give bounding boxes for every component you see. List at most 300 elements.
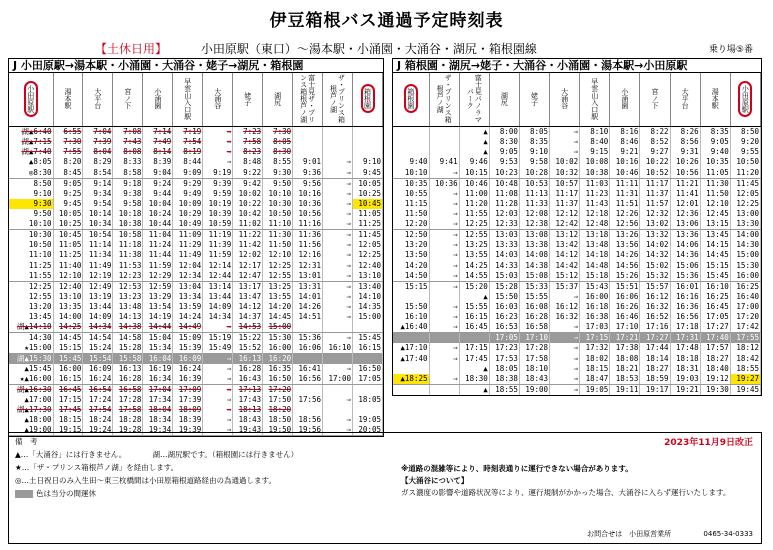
time-cell: 9:58 xyxy=(113,199,143,209)
time-cell: 13:18 xyxy=(580,230,610,241)
time-cell: ⇒ xyxy=(550,374,580,385)
time-cell: ⇒ xyxy=(550,292,580,302)
notes-section xyxy=(8,432,762,544)
time-cell: 15:03 xyxy=(489,271,519,282)
time-cell: 16:26 xyxy=(610,302,640,312)
time-cell: 9:39 xyxy=(203,178,233,189)
time-cell: 11:10 xyxy=(263,219,293,230)
time-cell xyxy=(353,384,383,395)
time-cell: 16:03 xyxy=(489,302,519,312)
time-cell: 13:54 xyxy=(143,302,173,312)
time-cell: ⇒ xyxy=(550,364,580,374)
table-row xyxy=(393,261,761,271)
time-cell: 11:00 xyxy=(459,189,489,199)
time-cell: 湖▲6:40 xyxy=(9,127,53,138)
time-cell: 16:53 xyxy=(489,322,519,333)
time-cell: 19:30 xyxy=(700,384,730,395)
time-cell: 16:00 xyxy=(263,343,293,353)
time-cell: 11:29 xyxy=(173,240,203,250)
table-row xyxy=(9,178,383,189)
time-cell: 13:31 xyxy=(293,281,323,292)
time-cell: 14:30 xyxy=(730,240,760,250)
time-cell: 10:32 xyxy=(550,168,580,179)
time-cell: 11:05 xyxy=(53,240,83,250)
time-cell: 15:37 xyxy=(550,281,580,292)
time-cell: 17:54 xyxy=(83,405,113,415)
time-cell: 11:43 xyxy=(580,199,610,209)
time-cell: 10:34 xyxy=(83,219,113,230)
time-cell: 19:28 xyxy=(113,425,143,436)
time-cell: 11:45 xyxy=(730,178,760,189)
time-cell: 8:00 xyxy=(489,127,519,138)
time-cell: 11:37 xyxy=(550,199,580,209)
time-cell: 16:13 xyxy=(113,364,143,374)
time-cell: 13:48 xyxy=(580,240,610,250)
time-cell: 19:56 xyxy=(293,425,323,436)
time-cell: 8:33 xyxy=(113,157,143,167)
time-cell: 11:42 xyxy=(233,240,263,250)
time-cell: 13:10 xyxy=(53,292,83,302)
time-cell: 16:04 xyxy=(143,353,173,363)
time-cell: 15:28 xyxy=(489,281,519,292)
time-cell: 8:46 xyxy=(610,137,640,147)
time-cell: 15:15 xyxy=(700,261,730,271)
time-cell: 12:25 xyxy=(9,281,53,292)
time-cell: 8:29 xyxy=(83,157,113,167)
time-cell: 16:00 xyxy=(730,271,760,282)
notes-heading: 備 考 xyxy=(15,437,38,446)
time-cell: 13:20 xyxy=(393,240,429,250)
time-cell: 15:09 xyxy=(173,333,203,344)
time-cell: 14:06 xyxy=(670,240,700,250)
time-cell: 13:15 xyxy=(700,219,730,230)
time-cell: 8:48 xyxy=(233,157,263,167)
time-cell: ★▲16:00 xyxy=(9,374,53,385)
time-cell: 19:05 xyxy=(580,384,610,395)
table-row xyxy=(9,157,383,167)
time-cell: 12:48 xyxy=(580,219,610,230)
time-cell: 8:05 xyxy=(519,127,549,138)
time-cell: 13:23 xyxy=(113,292,143,302)
time-cell: 10:16 xyxy=(610,157,640,167)
time-cell: 19:12 xyxy=(700,374,730,385)
time-cell: 18:50 xyxy=(263,415,293,425)
time-cell: 18:14 xyxy=(640,353,670,363)
time-cell: 11:22 xyxy=(233,230,263,241)
time-cell: 17:15 xyxy=(580,333,610,344)
inbound-table xyxy=(393,73,761,395)
time-cell: 8:05 xyxy=(263,137,293,147)
time-cell: 11:28 xyxy=(489,199,519,209)
time-cell: 15:45 xyxy=(700,271,730,282)
time-cell: 8:30 xyxy=(263,147,293,157)
time-cell xyxy=(293,384,323,395)
time-cell: 12:12 xyxy=(550,209,580,219)
table-row xyxy=(9,230,383,241)
table-row xyxy=(9,209,383,219)
table-row xyxy=(393,168,761,179)
time-cell: 15:12 xyxy=(550,271,580,282)
time-cell: 11:45 xyxy=(353,230,383,241)
time-cell: ⇒ xyxy=(323,189,353,199)
time-cell: 14:50 xyxy=(393,271,429,282)
note-congestion: ※道路の混雑等により、時刻表通りに運行できない場合があります。 xyxy=(401,464,633,473)
time-cell xyxy=(353,147,383,157)
time-cell: ▲ xyxy=(459,292,489,302)
time-cell: 10:26 xyxy=(670,157,700,167)
time-cell: 13:00 xyxy=(730,209,760,219)
time-cell: 18:43 xyxy=(233,415,263,425)
time-cell: 12:05 xyxy=(353,240,383,250)
time-cell: 15:19 xyxy=(203,333,233,344)
time-cell: 18:15 xyxy=(53,415,83,425)
time-cell: 10:57 xyxy=(550,178,580,189)
time-cell xyxy=(459,333,489,344)
time-cell: 15:33 xyxy=(519,281,549,292)
time-cell: 14:25 xyxy=(459,261,489,271)
time-cell: ⇒ xyxy=(550,384,580,395)
table-row xyxy=(393,292,761,302)
time-cell: 10:39 xyxy=(203,209,233,219)
stop-header: 湯本駅 xyxy=(53,73,83,127)
note-owakudani-heading: 【大涌谷について】 xyxy=(401,476,469,485)
time-cell: 10:16 xyxy=(293,189,323,199)
table-row xyxy=(393,374,761,385)
time-cell: 16:23 xyxy=(489,312,519,322)
time-cell: 10:36 xyxy=(293,199,323,209)
stop-header: 早雲山入口駅 xyxy=(580,73,610,127)
time-cell: 12:38 xyxy=(519,219,549,230)
table-row xyxy=(393,271,761,282)
table-row xyxy=(393,353,761,363)
time-cell: 9:10 xyxy=(519,147,549,157)
time-cell: ▲ xyxy=(459,147,489,157)
time-cell: 8:35 xyxy=(700,127,730,138)
time-cell: ⇒ xyxy=(429,343,459,353)
time-cell: 12:53 xyxy=(113,281,143,292)
stop-header: 湖尻 xyxy=(489,73,519,127)
time-cell: 10:02 xyxy=(233,189,263,199)
time-cell: 15:52 xyxy=(233,343,263,353)
time-cell: 9:49 xyxy=(173,189,203,199)
time-cell: 16:12 xyxy=(550,302,580,312)
time-cell: 12:49 xyxy=(83,281,113,292)
table-row xyxy=(393,240,761,250)
time-cell: 18:55 xyxy=(730,364,760,374)
time-cell: 16:09 xyxy=(83,364,113,374)
time-cell: 14:12 xyxy=(550,250,580,260)
note-line: ★…「ザ・プリンス箱根芦ノ湖」を経由します。 xyxy=(15,463,179,472)
time-cell: 16:56 xyxy=(670,312,700,322)
time-cell: 13:10 xyxy=(353,271,383,282)
time-cell: 8:45 xyxy=(53,168,83,179)
time-cell: ▲15:45 xyxy=(9,364,53,374)
table-row xyxy=(393,219,761,230)
time-cell: 15:50 xyxy=(489,292,519,302)
time-cell: 16:32 xyxy=(640,302,670,312)
time-cell: 11:50 xyxy=(263,240,293,250)
time-cell: 7:54 xyxy=(173,137,203,147)
time-cell: 12:01 xyxy=(670,199,700,209)
time-cell: 19:27 xyxy=(730,374,760,385)
time-cell: ⇒ xyxy=(429,261,459,271)
time-cell: 14:26 xyxy=(610,250,640,260)
time-cell: 17:10 xyxy=(610,322,640,333)
note-line: ◎…土日祝日のみ入生田～東三枚橋間は小田原箱根道路経由の為通過します。 xyxy=(15,476,276,485)
time-cell: 14:58 xyxy=(113,333,143,344)
note-suspended xyxy=(15,487,298,500)
time-cell: 10:30 xyxy=(263,199,293,209)
time-cell: ⇒ xyxy=(203,395,233,405)
table-row xyxy=(9,415,383,425)
time-cell: 10:09 xyxy=(173,199,203,209)
time-cell: ▲ xyxy=(459,137,489,147)
time-cell: 17:53 xyxy=(489,353,519,363)
time-cell xyxy=(429,137,459,147)
time-cell: 10:59 xyxy=(203,219,233,230)
time-cell: 8:08 xyxy=(113,147,143,157)
stop-header: ザ・プリンス箱根芦ノ湖 xyxy=(323,73,353,127)
time-cell: 12:56 xyxy=(610,219,640,230)
time-cell: 9:38 xyxy=(113,189,143,199)
time-cell: 14:36 xyxy=(670,250,700,260)
time-cell: 10:52 xyxy=(640,168,670,179)
time-cell: 11:50 xyxy=(393,209,429,219)
table-row xyxy=(9,405,383,415)
table-row xyxy=(9,384,383,395)
time-cell: 15:55 xyxy=(519,292,549,302)
table-row xyxy=(393,364,761,374)
time-cell: 9:24 xyxy=(143,178,173,189)
day-type-label: 【土休日用】 xyxy=(95,42,168,56)
time-cell: 18:28 xyxy=(113,415,143,425)
time-cell: 14:20 xyxy=(393,261,429,271)
time-cell: 8:44 xyxy=(173,157,203,167)
time-cell: 18:27 xyxy=(700,353,730,363)
time-cell: ⇒ xyxy=(323,219,353,230)
time-cell: 6:55 xyxy=(53,127,83,138)
time-cell: 10:58 xyxy=(113,230,143,241)
table-row xyxy=(9,281,383,292)
time-cell: 9:40 xyxy=(700,147,730,157)
time-cell: 湖▲15:30 xyxy=(9,353,53,363)
time-cell xyxy=(323,127,353,138)
time-cell: 10:56 xyxy=(670,168,700,179)
notes-right xyxy=(401,463,730,499)
time-cell: 16:00 xyxy=(580,292,610,302)
time-cell: 17:28 xyxy=(113,395,143,405)
time-cell xyxy=(429,147,459,157)
time-cell: 12:32 xyxy=(640,209,670,219)
stop-header: 富士見パノラマパーク xyxy=(459,73,489,127)
time-cell: 18:42 xyxy=(730,353,760,363)
time-cell: 17:45 xyxy=(459,353,489,363)
time-cell: 9:56 xyxy=(293,178,323,189)
gray-swatch xyxy=(15,490,33,498)
time-cell: 11:49 xyxy=(173,250,203,260)
time-cell: ⇒ xyxy=(203,353,233,363)
time-cell: 10:05 xyxy=(53,209,83,219)
time-cell: ⇒ xyxy=(323,250,353,260)
time-cell: ⇒ xyxy=(550,343,580,353)
time-cell: 14:37 xyxy=(233,312,263,322)
time-cell xyxy=(353,137,383,147)
time-cell: 12:31 xyxy=(293,261,323,271)
time-cell: 12:08 xyxy=(519,209,549,219)
stop-header: 湖尻 xyxy=(263,73,293,127)
stop-header: 小涌園 xyxy=(143,73,173,127)
time-cell: 13:08 xyxy=(519,230,549,241)
time-cell: 14:08 xyxy=(519,250,549,260)
stop-header: 箱根園 xyxy=(353,73,383,127)
time-cell: 10:45 xyxy=(353,199,383,209)
time-cell: 10:22 xyxy=(233,199,263,209)
table-row xyxy=(9,189,383,199)
time-cell: 10:18 xyxy=(113,209,143,219)
time-cell: 17:15 xyxy=(53,395,83,405)
time-cell: ⇒ xyxy=(323,240,353,250)
time-cell: 8:20 xyxy=(53,157,83,167)
time-cell: ⇒ xyxy=(429,168,459,179)
time-cell: ⇒ xyxy=(323,425,353,436)
time-cell: 17:42 xyxy=(730,322,760,333)
time-cell: 10:10 xyxy=(263,189,293,199)
time-cell xyxy=(293,127,323,138)
time-cell: ⇒ xyxy=(203,384,233,395)
time-cell: 13:38 xyxy=(519,240,549,250)
table-row xyxy=(9,353,383,363)
time-cell: 14:38 xyxy=(519,261,549,271)
time-cell: 11:25 xyxy=(353,219,383,230)
time-cell: 16:45 xyxy=(53,384,83,395)
time-cell: 18:38 xyxy=(489,374,519,385)
time-cell: 13:20 xyxy=(9,302,53,312)
time-cell: 12:18 xyxy=(580,209,610,219)
contact-phone: 0465-34-0333 xyxy=(703,530,753,538)
time-cell: 18:27 xyxy=(640,364,670,374)
time-cell: 12:05 xyxy=(730,189,760,199)
time-cell: 12:25 xyxy=(730,199,760,209)
time-cell: 16:35 xyxy=(263,364,293,374)
time-cell: 15:49 xyxy=(203,343,233,353)
time-cell: ⇒ xyxy=(323,364,353,374)
time-cell: 10:46 xyxy=(459,178,489,189)
time-cell: 15:32 xyxy=(640,271,670,282)
time-cell: 16:45 xyxy=(459,322,489,333)
time-cell: 9:19 xyxy=(203,168,233,179)
time-cell: 7:08 xyxy=(113,127,143,138)
time-cell: 7:14 xyxy=(143,127,173,138)
time-cell: 13:45 xyxy=(9,312,53,322)
time-cell: 19:11 xyxy=(610,384,640,395)
time-cell: 9:29 xyxy=(173,178,203,189)
time-cell: 12:34 xyxy=(173,271,203,282)
time-cell: 湖▲17:30 xyxy=(9,405,53,415)
time-cell: ▲18:00 xyxy=(9,415,53,425)
time-cell: 13:40 xyxy=(353,281,383,292)
time-cell: 8:40 xyxy=(580,137,610,147)
time-cell: 17:20 xyxy=(263,384,293,395)
time-cell: 13:25 xyxy=(459,240,489,250)
time-cell: 12:36 xyxy=(670,209,700,219)
time-cell: ⇒ xyxy=(429,189,459,199)
time-cell: 17:20 xyxy=(730,312,760,322)
time-cell: 13:17 xyxy=(233,281,263,292)
time-cell: 16:56 xyxy=(293,374,323,385)
time-cell: 13:55 xyxy=(459,250,489,260)
time-cell: 13:45 xyxy=(700,230,730,241)
time-cell: 15:02 xyxy=(640,261,670,271)
time-cell: 18:40 xyxy=(700,364,730,374)
note-owakudani: ガス濃度の影響や道路状況等により、運行規制がかかった場合、大涌谷に入らず運行いたします。 xyxy=(401,488,731,497)
time-cell xyxy=(429,364,459,374)
time-cell: 8:50 xyxy=(9,178,53,189)
time-cell: 19:50 xyxy=(263,425,293,436)
time-cell: 13:04 xyxy=(173,281,203,292)
time-cell: 11:20 xyxy=(459,199,489,209)
time-cell: 18:18 xyxy=(670,353,700,363)
time-cell: 11:17 xyxy=(640,178,670,189)
time-cell: 11:40 xyxy=(53,261,83,271)
time-cell: 10:08 xyxy=(580,157,610,167)
time-cell: ⇒ xyxy=(203,147,233,157)
time-cell: 11:44 xyxy=(143,250,173,260)
time-cell: 13:59 xyxy=(173,302,203,312)
time-cell: 12:59 xyxy=(143,281,173,292)
time-cell: 11:30 xyxy=(263,230,293,241)
revision-date: 2023年11月9日改正 xyxy=(664,438,753,448)
time-cell: 7:04 xyxy=(83,127,113,138)
time-cell: 17:38 xyxy=(610,343,640,353)
time-cell: ⇒ xyxy=(550,322,580,333)
time-cell: 11:53 xyxy=(113,261,143,271)
time-cell: 15:08 xyxy=(519,271,549,282)
time-cell: ⇒ xyxy=(550,127,580,138)
time-cell xyxy=(323,137,353,147)
time-cell xyxy=(353,127,383,138)
time-cell: 14:18 xyxy=(580,250,610,260)
time-cell: 16:58 xyxy=(113,384,143,395)
time-cell: 12:50 xyxy=(393,230,429,241)
stop-header: 湯本駅 xyxy=(700,73,730,127)
time-cell: 14:10 xyxy=(353,292,383,302)
time-cell: ⇒ xyxy=(550,333,580,344)
time-cell: ⇒ xyxy=(323,333,353,344)
time-cell: 17:16 xyxy=(640,322,670,333)
time-cell: 11:03 xyxy=(580,178,610,189)
time-cell: 16:16 xyxy=(670,292,700,302)
time-cell: 8:26 xyxy=(670,127,700,138)
time-cell: 17:34 xyxy=(143,395,173,405)
time-cell: 17:10 xyxy=(519,333,549,344)
time-cell: 18:02 xyxy=(580,353,610,363)
time-cell: 9:01 xyxy=(293,157,323,167)
table-row xyxy=(393,127,761,138)
time-cell: 7:19 xyxy=(173,127,203,138)
time-cell xyxy=(393,292,429,302)
time-cell: ▲17:40 xyxy=(393,353,429,363)
time-cell: 13:03 xyxy=(489,230,519,241)
time-cell: ⇒ xyxy=(203,364,233,374)
stop-header: 小涌園 xyxy=(610,73,640,127)
time-cell: 14:12 xyxy=(233,302,263,312)
table-row xyxy=(393,281,761,292)
time-cell: ⇒ xyxy=(323,157,353,167)
time-cell: 11:41 xyxy=(670,189,700,199)
time-cell: 9:18 xyxy=(113,178,143,189)
time-cell: 16:32 xyxy=(550,312,580,322)
time-cell: 15:39 xyxy=(173,343,203,353)
